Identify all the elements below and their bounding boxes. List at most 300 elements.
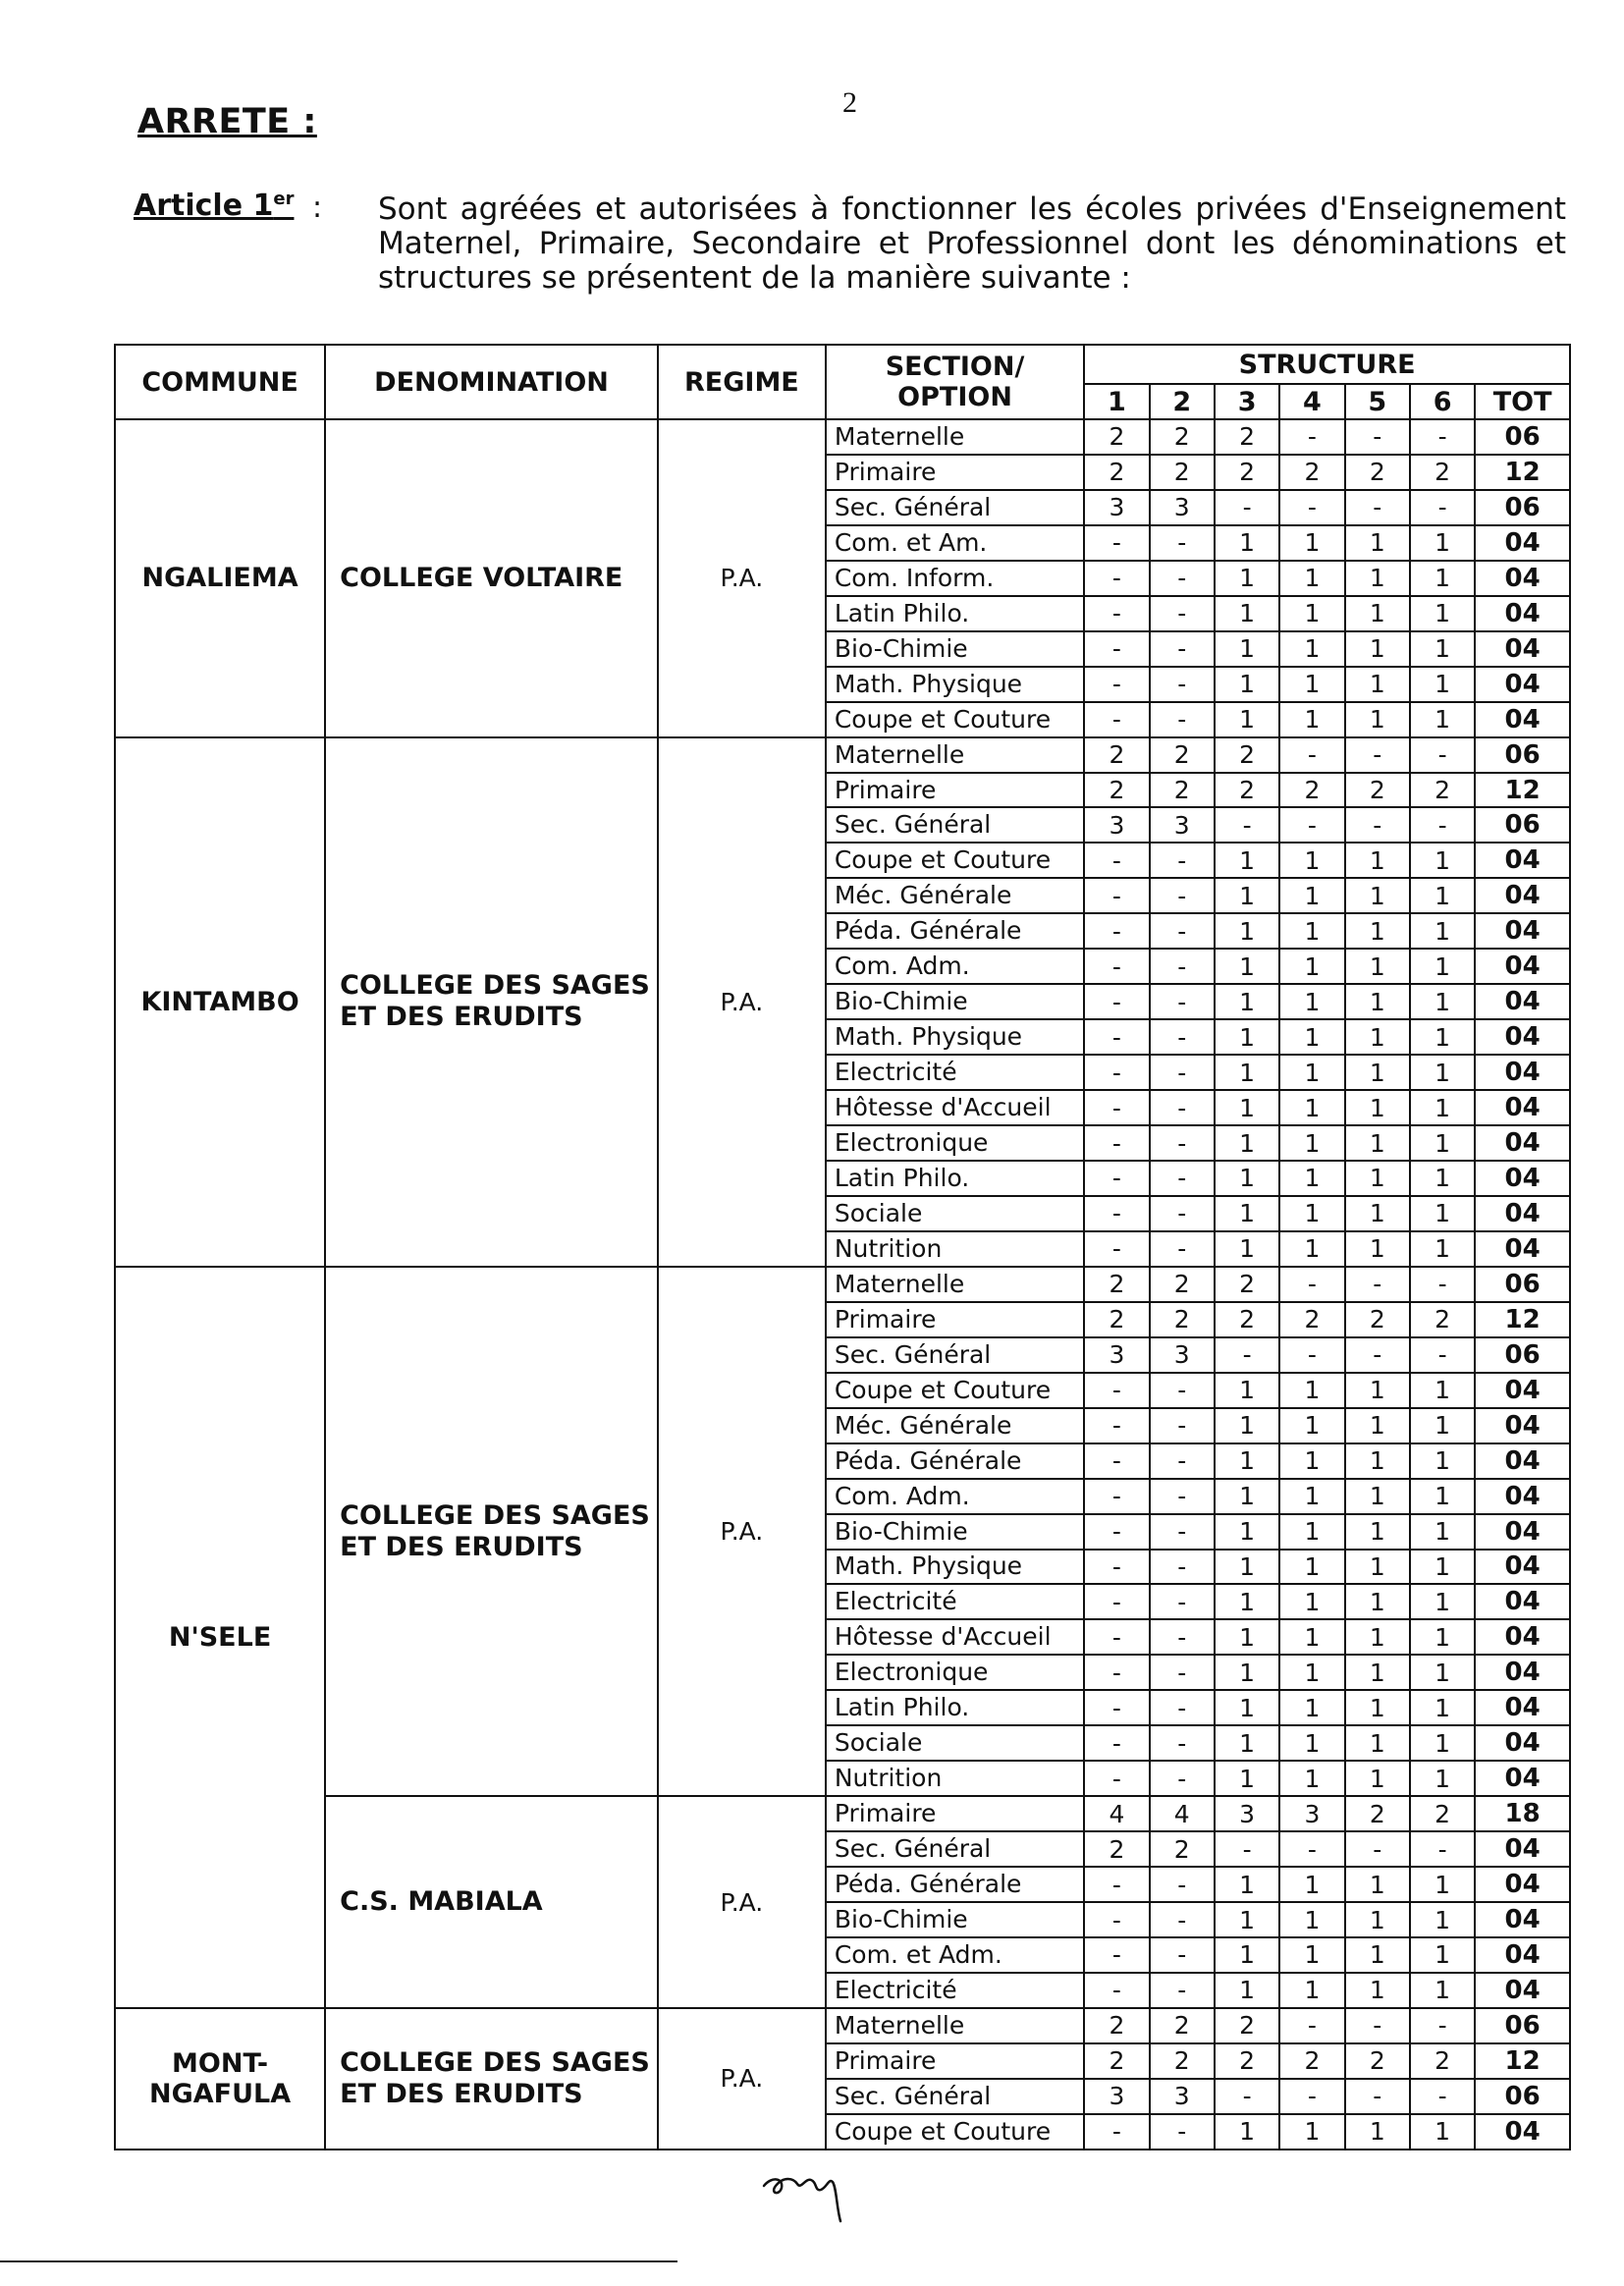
structure-cell: 1: [1345, 984, 1410, 1019]
structure-cell: 2: [1345, 2043, 1410, 2079]
structure-cell: 2: [1150, 773, 1215, 808]
article-label: [134, 189, 294, 223]
structure-cell: 1: [1279, 913, 1344, 949]
total-cell: 04: [1475, 1973, 1570, 2008]
structure-cell: -: [1150, 596, 1215, 631]
structure-cell: 1: [1345, 1019, 1410, 1055]
total-cell: 04: [1475, 1902, 1570, 1937]
structure-cell: -: [1150, 878, 1215, 913]
structure-cell: -: [1084, 1902, 1149, 1937]
structure-cell: 3: [1084, 2079, 1149, 2114]
structure-cell: 1: [1410, 1196, 1475, 1231]
section-cell: Primaire: [826, 455, 1084, 490]
structure-cell: 2: [1084, 773, 1149, 808]
structure-cell: -: [1084, 1161, 1149, 1196]
structure-cell: 2: [1215, 737, 1279, 773]
structure-cell: -: [1279, 490, 1344, 525]
structure-cell: -: [1345, 1831, 1410, 1867]
structure-cell: -: [1279, 1337, 1344, 1373]
structure-cell: 2: [1150, 455, 1215, 490]
structure-cell: 1: [1345, 1055, 1410, 1090]
structure-cell: 1: [1410, 949, 1475, 984]
structure-cell: 1: [1345, 1867, 1410, 1902]
total-cell: 06: [1475, 419, 1570, 455]
structure-cell: -: [1345, 807, 1410, 843]
denomination-cell: COLLEGE DES SAGES ET DES ERUDITS: [325, 737, 658, 1267]
structure-cell: -: [1215, 807, 1279, 843]
structure-cell: -: [1084, 1443, 1149, 1479]
structure-cell: -: [1150, 1619, 1215, 1655]
structure-cell: 2: [1345, 773, 1410, 808]
structure-cell: 1: [1410, 1514, 1475, 1550]
structure-cell: 1: [1345, 1373, 1410, 1408]
total-cell: 04: [1475, 1619, 1570, 1655]
section-cell: Maternelle: [826, 419, 1084, 455]
structure-cell: 2: [1150, 2008, 1215, 2043]
structure-cell: 1: [1410, 1125, 1475, 1161]
structure-cell: -: [1279, 737, 1344, 773]
section-cell: Bio-Chimie: [826, 1514, 1084, 1550]
section-cell: Math. Physique: [826, 667, 1084, 702]
structure-cell: -: [1345, 1337, 1410, 1373]
structure-cell: 1: [1279, 949, 1344, 984]
structure-cell: -: [1084, 702, 1149, 737]
total-cell: 04: [1475, 631, 1570, 667]
total-cell: 04: [1475, 702, 1570, 737]
structure-cell: 1: [1279, 1867, 1344, 1902]
structure-cell: 1: [1215, 843, 1279, 878]
structure-cell: 1: [1410, 984, 1475, 1019]
section-cell: Com. Adm.: [826, 949, 1084, 984]
structure-cell: -: [1150, 1090, 1215, 1125]
section-cell: Sociale: [826, 1725, 1084, 1761]
structure-cell: 1: [1215, 913, 1279, 949]
structure-cell: 1: [1345, 843, 1410, 878]
structure-cell: 1: [1279, 561, 1344, 596]
structure-cell: 1: [1215, 984, 1279, 1019]
structure-cell: 2: [1345, 1302, 1410, 1337]
structure-cell: 1: [1410, 1973, 1475, 2008]
table-row: [115, 1267, 1570, 1302]
structure-cell: 2: [1215, 2043, 1279, 2079]
structure-cell: 2: [1084, 1302, 1149, 1337]
structure-cell: 2: [1150, 419, 1215, 455]
section-cell: Bio-Chimie: [826, 1902, 1084, 1937]
structure-cell: -: [1279, 2079, 1344, 2114]
commune-cell: N'SELE: [115, 1267, 325, 2008]
structure-cell: -: [1084, 561, 1149, 596]
structure-cell: -: [1150, 1408, 1215, 1443]
structure-cell: 1: [1345, 1408, 1410, 1443]
structure-cell: -: [1084, 1973, 1149, 2008]
structure-cell: 1: [1345, 1725, 1410, 1761]
regime-cell: P.A.: [658, 419, 826, 737]
structure-cell: 1: [1410, 1479, 1475, 1514]
total-cell: 04: [1475, 1408, 1570, 1443]
article-label-text: Article 1: [134, 189, 274, 223]
structure-cell: -: [1084, 1090, 1149, 1125]
section-cell: Com. et Adm.: [826, 1937, 1084, 1973]
structure-cell: -: [1410, 807, 1475, 843]
structure-cell: 1: [1345, 913, 1410, 949]
total-cell: 04: [1475, 878, 1570, 913]
structure-cell: -: [1150, 1867, 1215, 1902]
structure-cell: -: [1150, 949, 1215, 984]
structure-cell: 2: [1345, 1796, 1410, 1831]
structure-cell: 1: [1215, 1479, 1279, 1514]
structure-cell: 1: [1345, 1937, 1410, 1973]
section-cell: Primaire: [826, 773, 1084, 808]
denomination-cell: COLLEGE VOLTAIRE: [325, 419, 658, 737]
structure-cell: 3: [1279, 1796, 1344, 1831]
structure-cell: 2: [1279, 773, 1344, 808]
structure-cell: 2: [1410, 773, 1475, 808]
section-cell: Bio-Chimie: [826, 984, 1084, 1019]
structure-cell: 1: [1410, 1725, 1475, 1761]
section-cell: Bio-Chimie: [826, 631, 1084, 667]
structure-cell: 1: [1215, 1550, 1279, 1585]
structure-cell: 1: [1215, 1373, 1279, 1408]
total-cell: 06: [1475, 2008, 1570, 2043]
structure-cell: 2: [1150, 737, 1215, 773]
total-cell: 04: [1475, 1584, 1570, 1619]
signature: [754, 2149, 862, 2227]
structure-cell: -: [1345, 2008, 1410, 2043]
structure-cell: 3: [1084, 807, 1149, 843]
section-cell: Coupe et Couture: [826, 702, 1084, 737]
structure-cell: -: [1150, 1550, 1215, 1585]
total-cell: 04: [1475, 984, 1570, 1019]
section-cell: Sec. Général: [826, 1337, 1084, 1373]
structure-cell: 1: [1410, 1090, 1475, 1125]
section-cell: Electricité: [826, 1584, 1084, 1619]
total-cell: 04: [1475, 1019, 1570, 1055]
structure-cell: 1: [1215, 1196, 1279, 1231]
page-heading: ARRETE :: [137, 102, 317, 141]
structure-cell: -: [1150, 667, 1215, 702]
total-cell: 04: [1475, 1514, 1570, 1550]
structure-cell: -: [1084, 1055, 1149, 1090]
structure-cell: 1: [1279, 1196, 1344, 1231]
section-cell: Coupe et Couture: [826, 2114, 1084, 2150]
structure-cell: -: [1084, 1550, 1149, 1585]
total-cell: 04: [1475, 1161, 1570, 1196]
structure-cell: -: [1150, 1973, 1215, 2008]
total-cell: 12: [1475, 1302, 1570, 1337]
total-cell: 04: [1475, 1831, 1570, 1867]
commune-cell: MONT-NGAFULA: [115, 2008, 325, 2150]
structure-cell: 1: [1410, 1161, 1475, 1196]
article-label-sup: er: [273, 189, 295, 209]
structure-cell: 1: [1345, 1090, 1410, 1125]
structure-cell: 1: [1279, 1514, 1344, 1550]
structure-cell: -: [1410, 1267, 1475, 1302]
structure-cell: 1: [1345, 1690, 1410, 1725]
total-cell: 06: [1475, 1267, 1570, 1302]
structure-cell: 2: [1084, 737, 1149, 773]
header-section: SECTION/ OPTION: [826, 345, 1084, 419]
structure-cell: 1: [1410, 1408, 1475, 1443]
structure-cell: 1: [1215, 878, 1279, 913]
total-cell: 18: [1475, 1796, 1570, 1831]
section-cell: Sociale: [826, 1196, 1084, 1231]
structure-cell: 1: [1279, 702, 1344, 737]
structure-cell: 2: [1084, 1267, 1149, 1302]
section-cell: Electronique: [826, 1125, 1084, 1161]
structure-cell: -: [1150, 1479, 1215, 1514]
structure-cell: 1: [1410, 631, 1475, 667]
structure-cell: 1: [1345, 1443, 1410, 1479]
structure-cell: 1: [1215, 596, 1279, 631]
structure-cell: 1: [1410, 1937, 1475, 1973]
structure-cell: 1: [1410, 1019, 1475, 1055]
total-cell: 04: [1475, 1196, 1570, 1231]
structure-cell: -: [1150, 561, 1215, 596]
structure-cell: -: [1084, 878, 1149, 913]
structure-cell: 1: [1215, 1902, 1279, 1937]
structure-cell: -: [1150, 913, 1215, 949]
section-cell: Electricité: [826, 1055, 1084, 1090]
section-cell: Latin Philo.: [826, 1690, 1084, 1725]
total-cell: 12: [1475, 2043, 1570, 2079]
total-cell: 04: [1475, 1937, 1570, 1973]
structure-cell: 1: [1410, 1231, 1475, 1267]
structure-cell: -: [1345, 419, 1410, 455]
structure-cell: 1: [1279, 525, 1344, 561]
table-body: [115, 419, 1570, 2150]
structure-cell: 2: [1150, 1267, 1215, 1302]
header-denomination: DENOMINATION: [325, 345, 658, 419]
structure-cell: 1: [1345, 1479, 1410, 1514]
structure-cell: 1: [1279, 1902, 1344, 1937]
section-cell: Primaire: [826, 2043, 1084, 2079]
structure-cell: 1: [1279, 1055, 1344, 1090]
commune-cell: KINTAMBO: [115, 737, 325, 1267]
structure-cell: -: [1410, 2079, 1475, 2114]
total-cell: 04: [1475, 1690, 1570, 1725]
total-cell: 04: [1475, 596, 1570, 631]
total-cell: 12: [1475, 773, 1570, 808]
total-cell: 04: [1475, 1550, 1570, 1585]
structure-cell: 1: [1215, 2114, 1279, 2150]
structure-cell: 1: [1279, 667, 1344, 702]
structure-cell: 1: [1215, 1055, 1279, 1090]
header-col-tot: TOT: [1475, 384, 1570, 419]
section-cell: Com. et Am.: [826, 525, 1084, 561]
structure-cell: 1: [1215, 631, 1279, 667]
structure-cell: 1: [1215, 1514, 1279, 1550]
structure-cell: 1: [1410, 913, 1475, 949]
structure-cell: 2: [1084, 455, 1149, 490]
structure-cell: 1: [1215, 1408, 1279, 1443]
structure-cell: -: [1150, 631, 1215, 667]
structure-cell: -: [1084, 1479, 1149, 1514]
structure-cell: 1: [1410, 702, 1475, 737]
structure-cell: 1: [1215, 1761, 1279, 1796]
structure-cell: 1: [1279, 596, 1344, 631]
regime-cell: P.A.: [658, 737, 826, 1267]
structure-cell: -: [1150, 1655, 1215, 1690]
structure-cell: -: [1084, 596, 1149, 631]
structure-cell: 1: [1215, 525, 1279, 561]
structure-cell: -: [1345, 737, 1410, 773]
header-regime: REGIME: [658, 345, 826, 419]
total-cell: 04: [1475, 913, 1570, 949]
total-cell: 04: [1475, 949, 1570, 984]
total-cell: 12: [1475, 455, 1570, 490]
structure-cell: 2: [1279, 1302, 1344, 1337]
structure-cell: -: [1279, 419, 1344, 455]
structure-cell: -: [1410, 419, 1475, 455]
structure-cell: -: [1279, 807, 1344, 843]
total-cell: 06: [1475, 807, 1570, 843]
structure-cell: -: [1084, 913, 1149, 949]
section-cell: Math. Physique: [826, 1019, 1084, 1055]
section-cell: Latin Philo.: [826, 596, 1084, 631]
structure-cell: 1: [1345, 1231, 1410, 1267]
structure-cell: 1: [1410, 667, 1475, 702]
structure-cell: -: [1084, 1196, 1149, 1231]
total-cell: 04: [1475, 1443, 1570, 1479]
section-cell: Péda. Générale: [826, 913, 1084, 949]
total-cell: 04: [1475, 1479, 1570, 1514]
total-cell: 04: [1475, 2114, 1570, 2150]
structure-cell: 1: [1410, 1867, 1475, 1902]
structure-cell: -: [1084, 1125, 1149, 1161]
structure-cell: 1: [1279, 1584, 1344, 1619]
structure-cell: -: [1084, 1019, 1149, 1055]
structure-cell: 1: [1345, 1619, 1410, 1655]
table-row: [115, 1796, 1570, 1831]
structure-cell: 2: [1084, 1831, 1149, 1867]
regime-cell: P.A.: [658, 1267, 826, 1796]
structure-cell: 2: [1150, 1302, 1215, 1337]
structure-cell: -: [1279, 1267, 1344, 1302]
structure-cell: 1: [1345, 1973, 1410, 2008]
structure-cell: 1: [1279, 1090, 1344, 1125]
structure-cell: 2: [1215, 1302, 1279, 1337]
table-row: [115, 419, 1570, 455]
denomination-cell: COLLEGE DES SAGES ET DES ERUDITS: [325, 2008, 658, 2150]
section-cell: Latin Philo.: [826, 1161, 1084, 1196]
structure-cell: 1: [1279, 1408, 1344, 1443]
structure-cell: 1: [1410, 596, 1475, 631]
structure-cell: 1: [1279, 1231, 1344, 1267]
total-cell: 04: [1475, 1090, 1570, 1125]
structure-cell: 3: [1150, 2079, 1215, 2114]
structure-cell: 1: [1279, 1443, 1344, 1479]
structure-cell: 1: [1345, 1550, 1410, 1585]
structure-cell: -: [1084, 984, 1149, 1019]
total-cell: 04: [1475, 1125, 1570, 1161]
structure-cell: -: [1150, 984, 1215, 1019]
structure-cell: 1: [1345, 878, 1410, 913]
structure-cell: 1: [1410, 1655, 1475, 1690]
structure-cell: 1: [1345, 1761, 1410, 1796]
structure-cell: 1: [1215, 667, 1279, 702]
structure-cell: 1: [1410, 525, 1475, 561]
section-cell: Com. Inform.: [826, 561, 1084, 596]
structure-cell: 3: [1084, 490, 1149, 525]
total-cell: 04: [1475, 1231, 1570, 1267]
total-cell: 04: [1475, 525, 1570, 561]
section-cell: Sec. Général: [826, 2079, 1084, 2114]
total-cell: 04: [1475, 1055, 1570, 1090]
structure-cell: 2: [1215, 773, 1279, 808]
structure-cell: 2: [1279, 455, 1344, 490]
structure-cell: -: [1410, 737, 1475, 773]
structure-cell: 1: [1279, 1373, 1344, 1408]
structure-cell: -: [1150, 1514, 1215, 1550]
structure-cell: 1: [1345, 1125, 1410, 1161]
regime-cell: P.A.: [658, 2008, 826, 2150]
structure-cell: -: [1084, 2114, 1149, 2150]
structure-cell: 1: [1215, 1867, 1279, 1902]
structure-cell: 1: [1215, 1019, 1279, 1055]
section-cell: Sec. Général: [826, 807, 1084, 843]
structure-cell: 1: [1279, 1973, 1344, 2008]
structure-cell: -: [1410, 1831, 1475, 1867]
structure-cell: -: [1084, 1725, 1149, 1761]
structure-cell: 1: [1215, 1161, 1279, 1196]
structure-cell: -: [1084, 1584, 1149, 1619]
structure-cell: 1: [1215, 1443, 1279, 1479]
structure-cell: 1: [1279, 1937, 1344, 1973]
structure-cell: -: [1084, 843, 1149, 878]
structure-cell: -: [1410, 1337, 1475, 1373]
structure-cell: 1: [1215, 1655, 1279, 1690]
structure-cell: 1: [1279, 878, 1344, 913]
section-cell: Hôtesse d'Accueil: [826, 1090, 1084, 1125]
structure-cell: -: [1150, 702, 1215, 737]
header-col-5: 5: [1345, 384, 1410, 419]
section-cell: Sec. Général: [826, 1831, 1084, 1867]
structure-cell: -: [1150, 1019, 1215, 1055]
structure-cell: 1: [1279, 843, 1344, 878]
structure-cell: 1: [1345, 596, 1410, 631]
structure-cell: 4: [1150, 1796, 1215, 1831]
structure-cell: 1: [1410, 561, 1475, 596]
structure-cell: 1: [1410, 1902, 1475, 1937]
structure-cell: 2: [1410, 1796, 1475, 1831]
section-cell: Coupe et Couture: [826, 843, 1084, 878]
structure-cell: 1: [1215, 1937, 1279, 1973]
structure-cell: 3: [1150, 807, 1215, 843]
total-cell: 06: [1475, 737, 1570, 773]
header-col-4: 4: [1279, 384, 1344, 419]
section-cell: Nutrition: [826, 1761, 1084, 1796]
regime-cell: P.A.: [658, 1796, 826, 2008]
structure-cell: -: [1215, 490, 1279, 525]
structure-cell: 2: [1279, 2043, 1344, 2079]
structure-cell: 1: [1410, 1690, 1475, 1725]
commune-cell: NGALIEMA: [115, 419, 325, 737]
structure-cell: 1: [1215, 949, 1279, 984]
structure-cell: 1: [1345, 561, 1410, 596]
structure-cell: 1: [1345, 1196, 1410, 1231]
structure-cell: 1: [1215, 561, 1279, 596]
structure-cell: 2: [1084, 419, 1149, 455]
structure-cell: -: [1084, 525, 1149, 561]
structure-cell: 1: [1345, 1902, 1410, 1937]
structure-cell: 2: [1410, 455, 1475, 490]
structure-cell: -: [1084, 1867, 1149, 1902]
total-cell: 04: [1475, 843, 1570, 878]
structure-cell: 1: [1279, 1019, 1344, 1055]
structure-cell: 1: [1215, 1584, 1279, 1619]
structure-cell: 1: [1215, 1725, 1279, 1761]
article-colon: :: [312, 190, 323, 225]
